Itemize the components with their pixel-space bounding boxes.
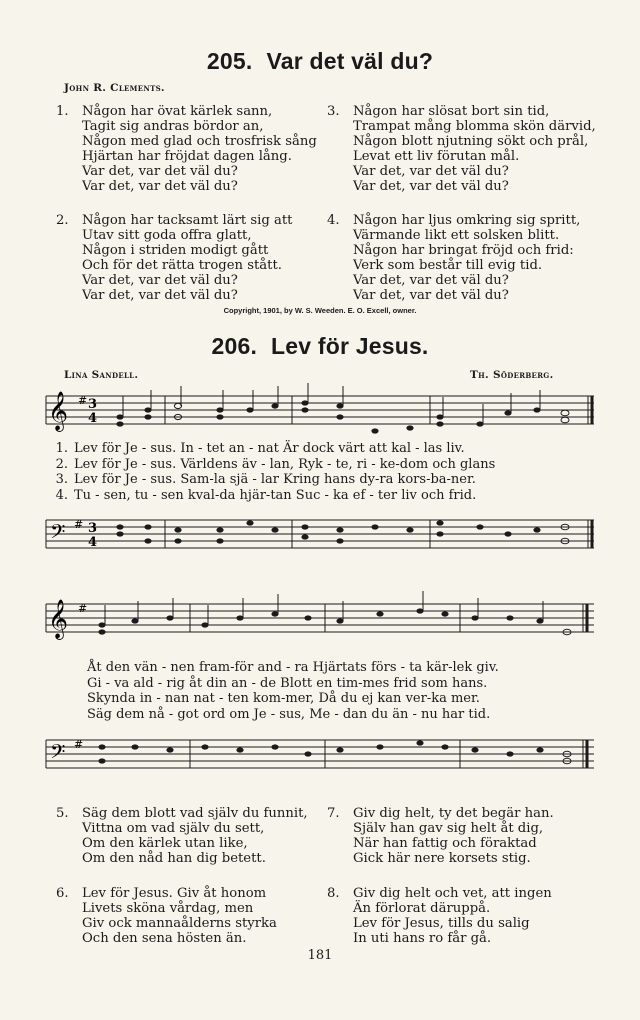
stanza-number: 6. <box>56 886 69 901</box>
bass-clef-icon: 𝄢 <box>50 740 66 768</box>
stanza-number: 1. <box>56 104 69 119</box>
lyric-text: Lev för Je - sus. Sam-la sjä - lar Kring hans dy-ra kors-ba-ner. <box>74 472 476 487</box>
stanza-line: Någon blott njutning sökt och prål, <box>353 134 589 149</box>
lyric-row <box>44 441 495 457</box>
hymn-206-stanza-7 <box>327 806 554 866</box>
hymn-206-number: 206. <box>211 333 258 359</box>
system-2-treble-staff <box>40 590 596 650</box>
stanza-line: Var det, var det väl du? <box>353 288 509 303</box>
svg-text:3: 3 <box>88 397 98 412</box>
stanza-number: 7. <box>327 806 340 821</box>
stanza-line: Någon i striden modigt gått <box>82 243 269 258</box>
hymn-206-stanza-6 <box>56 886 277 946</box>
treble-clef-icon: 𝄞 <box>48 599 69 639</box>
stanza-line: Själv han gav sig helt åt dig, <box>353 821 544 836</box>
hymn-206-stanza-5 <box>56 806 308 866</box>
stanza-line: Var det, var det väl du? <box>353 273 509 288</box>
stanza-line: Trampat mång blomma skön därvid, <box>353 119 596 134</box>
stanza-line: Var det, var det väl du? <box>353 179 509 194</box>
stanza-line: In uti hans ro får gå. <box>353 931 492 946</box>
stanza-line: Lev för Jesus. Giv åt honom <box>82 886 267 901</box>
stanza-number: 4. <box>327 213 340 228</box>
stanza-line: Tagit sig andras bördor an, <box>82 119 264 134</box>
stanza-line: Någon har ljus omkring sig spritt, <box>353 213 581 228</box>
lyric-row: Åt den vän - nen fram-för and - ra Hjärtats förs - ta kär-lek giv. <box>87 660 499 675</box>
hymn-206-title <box>0 333 640 360</box>
stanza-line: Livets sköna vårdag, men <box>82 901 254 916</box>
svg-text:4: 4 <box>88 535 98 550</box>
stanza-number: 5. <box>56 806 69 821</box>
hymn-205-title <box>0 48 640 75</box>
stanza-line: Levat ett liv förutan mål. <box>353 149 520 164</box>
stanza-line: Var det, var det väl du? <box>82 164 238 179</box>
lyric-row: Skynda in - nan nat - ten kom-mer, Då du ej kan ver-ka mer. <box>87 691 480 706</box>
stanza-line: Utav sitt goda offra glatt, <box>82 228 252 243</box>
stanza-line: Värmande likt ett solsken blitt. <box>353 228 560 243</box>
stanza-line: Någon har slösat bort sin tid, <box>353 104 550 119</box>
hymn-205-copyright: Copyright, 1901, by W. S. Weeden. E. O. Excell, owner. <box>223 306 417 315</box>
stanza-line: Om den nåd han dig betett. <box>82 851 266 866</box>
lyric-row <box>44 472 495 488</box>
page-number: 181 <box>307 948 333 963</box>
stanza-line: Gick här nere korsets stig. <box>353 851 531 866</box>
stanza-line: Giv dig helt, ty det begär han. <box>353 806 554 821</box>
stanza-line: Giv ock mannaålderns styrka <box>82 916 277 931</box>
stanza-line: Någon med glad och trosfrisk sång <box>82 134 317 149</box>
stanza-line: Någon har tacksamt lärt sig att <box>82 213 293 228</box>
stanza-number: 8. <box>327 886 340 901</box>
hymn-205-stanza-4 <box>327 213 581 303</box>
stanza-number: 3. <box>327 104 340 119</box>
lyric-text: Lev för Je - sus. In - tet an - nat Är dock värt att kal - las liv. <box>74 441 465 456</box>
stanza-line: Giv dig helt och vet, att ingen <box>353 886 552 901</box>
hymn-205-stanza-3 <box>327 104 596 194</box>
lyric-row: Gi - va ald - rig åt din an - de Blott en tim-mes frid som hans. <box>87 675 488 691</box>
stanza-line: Och för det rätta trogen stått. <box>82 258 282 273</box>
hymn-205-stanza-2 <box>56 213 293 303</box>
stanza-line: Och den sena hösten än. <box>82 931 247 946</box>
hymn-205-author: John R. Clements. <box>64 82 165 94</box>
verse-number: 2. <box>55 456 68 472</box>
svg-text:#: # <box>74 738 84 751</box>
treble-clef-icon: 𝄞 <box>48 391 69 431</box>
svg-text:3: 3 <box>88 521 98 536</box>
lyric-row: Säg dem nå - got ord om Je - sus, Me - dan du än - nu har tid. <box>87 706 491 722</box>
system-1-lyrics <box>44 441 495 503</box>
bass-clef-icon: 𝄢 <box>50 520 66 548</box>
verse-number: 4. <box>55 487 68 503</box>
stanza-line: Någon har övat kärlek sann, <box>82 104 273 119</box>
system-1-bass-staff <box>40 502 596 572</box>
stanza-line: Vittna om vad själv du sett, <box>82 821 265 836</box>
stanza-line: När han fattig och föraktad <box>353 836 537 851</box>
stanza-line: Var det, var det väl du? <box>82 288 238 303</box>
system-2-lyrics <box>87 660 499 722</box>
lyric-row <box>44 457 495 473</box>
svg-text:#: # <box>78 394 88 407</box>
stanza-line: Om den kärlek utan like, <box>82 836 248 851</box>
system-2-bass-staff <box>40 722 596 792</box>
lyric-text: Tu - sen, tu - sen kval-da hjär-tan Suc - ka ef - ter liv och frid. <box>74 487 477 503</box>
lyric-row <box>44 488 495 504</box>
stanza-line: Säg dem blott vad själv du funnit, <box>82 806 308 821</box>
stanza-line: Än förlorat däruppå. <box>353 901 491 916</box>
stanza-line: Var det, var det väl du? <box>353 164 509 179</box>
verse-number: 3. <box>55 472 68 487</box>
svg-text:4: 4 <box>88 411 98 426</box>
stanza-line: Var det, var det väl du? <box>82 179 238 194</box>
stanza-number: 2. <box>56 213 69 228</box>
stanza-line: Var det, var det väl du? <box>82 273 238 288</box>
stanza-line: Lev för Jesus, tills du salig <box>353 916 530 931</box>
stanza-line: Verk som består till evig tid. <box>353 258 543 273</box>
svg-text:#: # <box>74 518 84 531</box>
lyric-text: Lev för Je - sus. Världens äv - lan, Ryk - te, ri - ke-dom och glans <box>74 456 496 472</box>
hymn-206-composer: Th. Söderberg. <box>470 369 554 381</box>
stanza-line: Hjärtan har fröjdat dagen lång. <box>82 149 292 164</box>
verse-number: 1. <box>55 441 68 456</box>
hymn-205-number: 205. <box>206 48 253 74</box>
svg-text:#: # <box>78 602 88 615</box>
hymn-206-author: Lina Sandell. <box>64 369 139 381</box>
system-1-treble-staff <box>40 382 596 442</box>
hymn-206-title-text: Lev för Jesus. <box>271 333 429 359</box>
hymn-205-stanza-1 <box>56 104 317 194</box>
hymn-205-title-text: Var det väl du? <box>266 48 434 74</box>
stanza-line: Någon har bringat fröjd och frid: <box>353 243 574 258</box>
hymn-206-stanza-8 <box>327 886 552 946</box>
